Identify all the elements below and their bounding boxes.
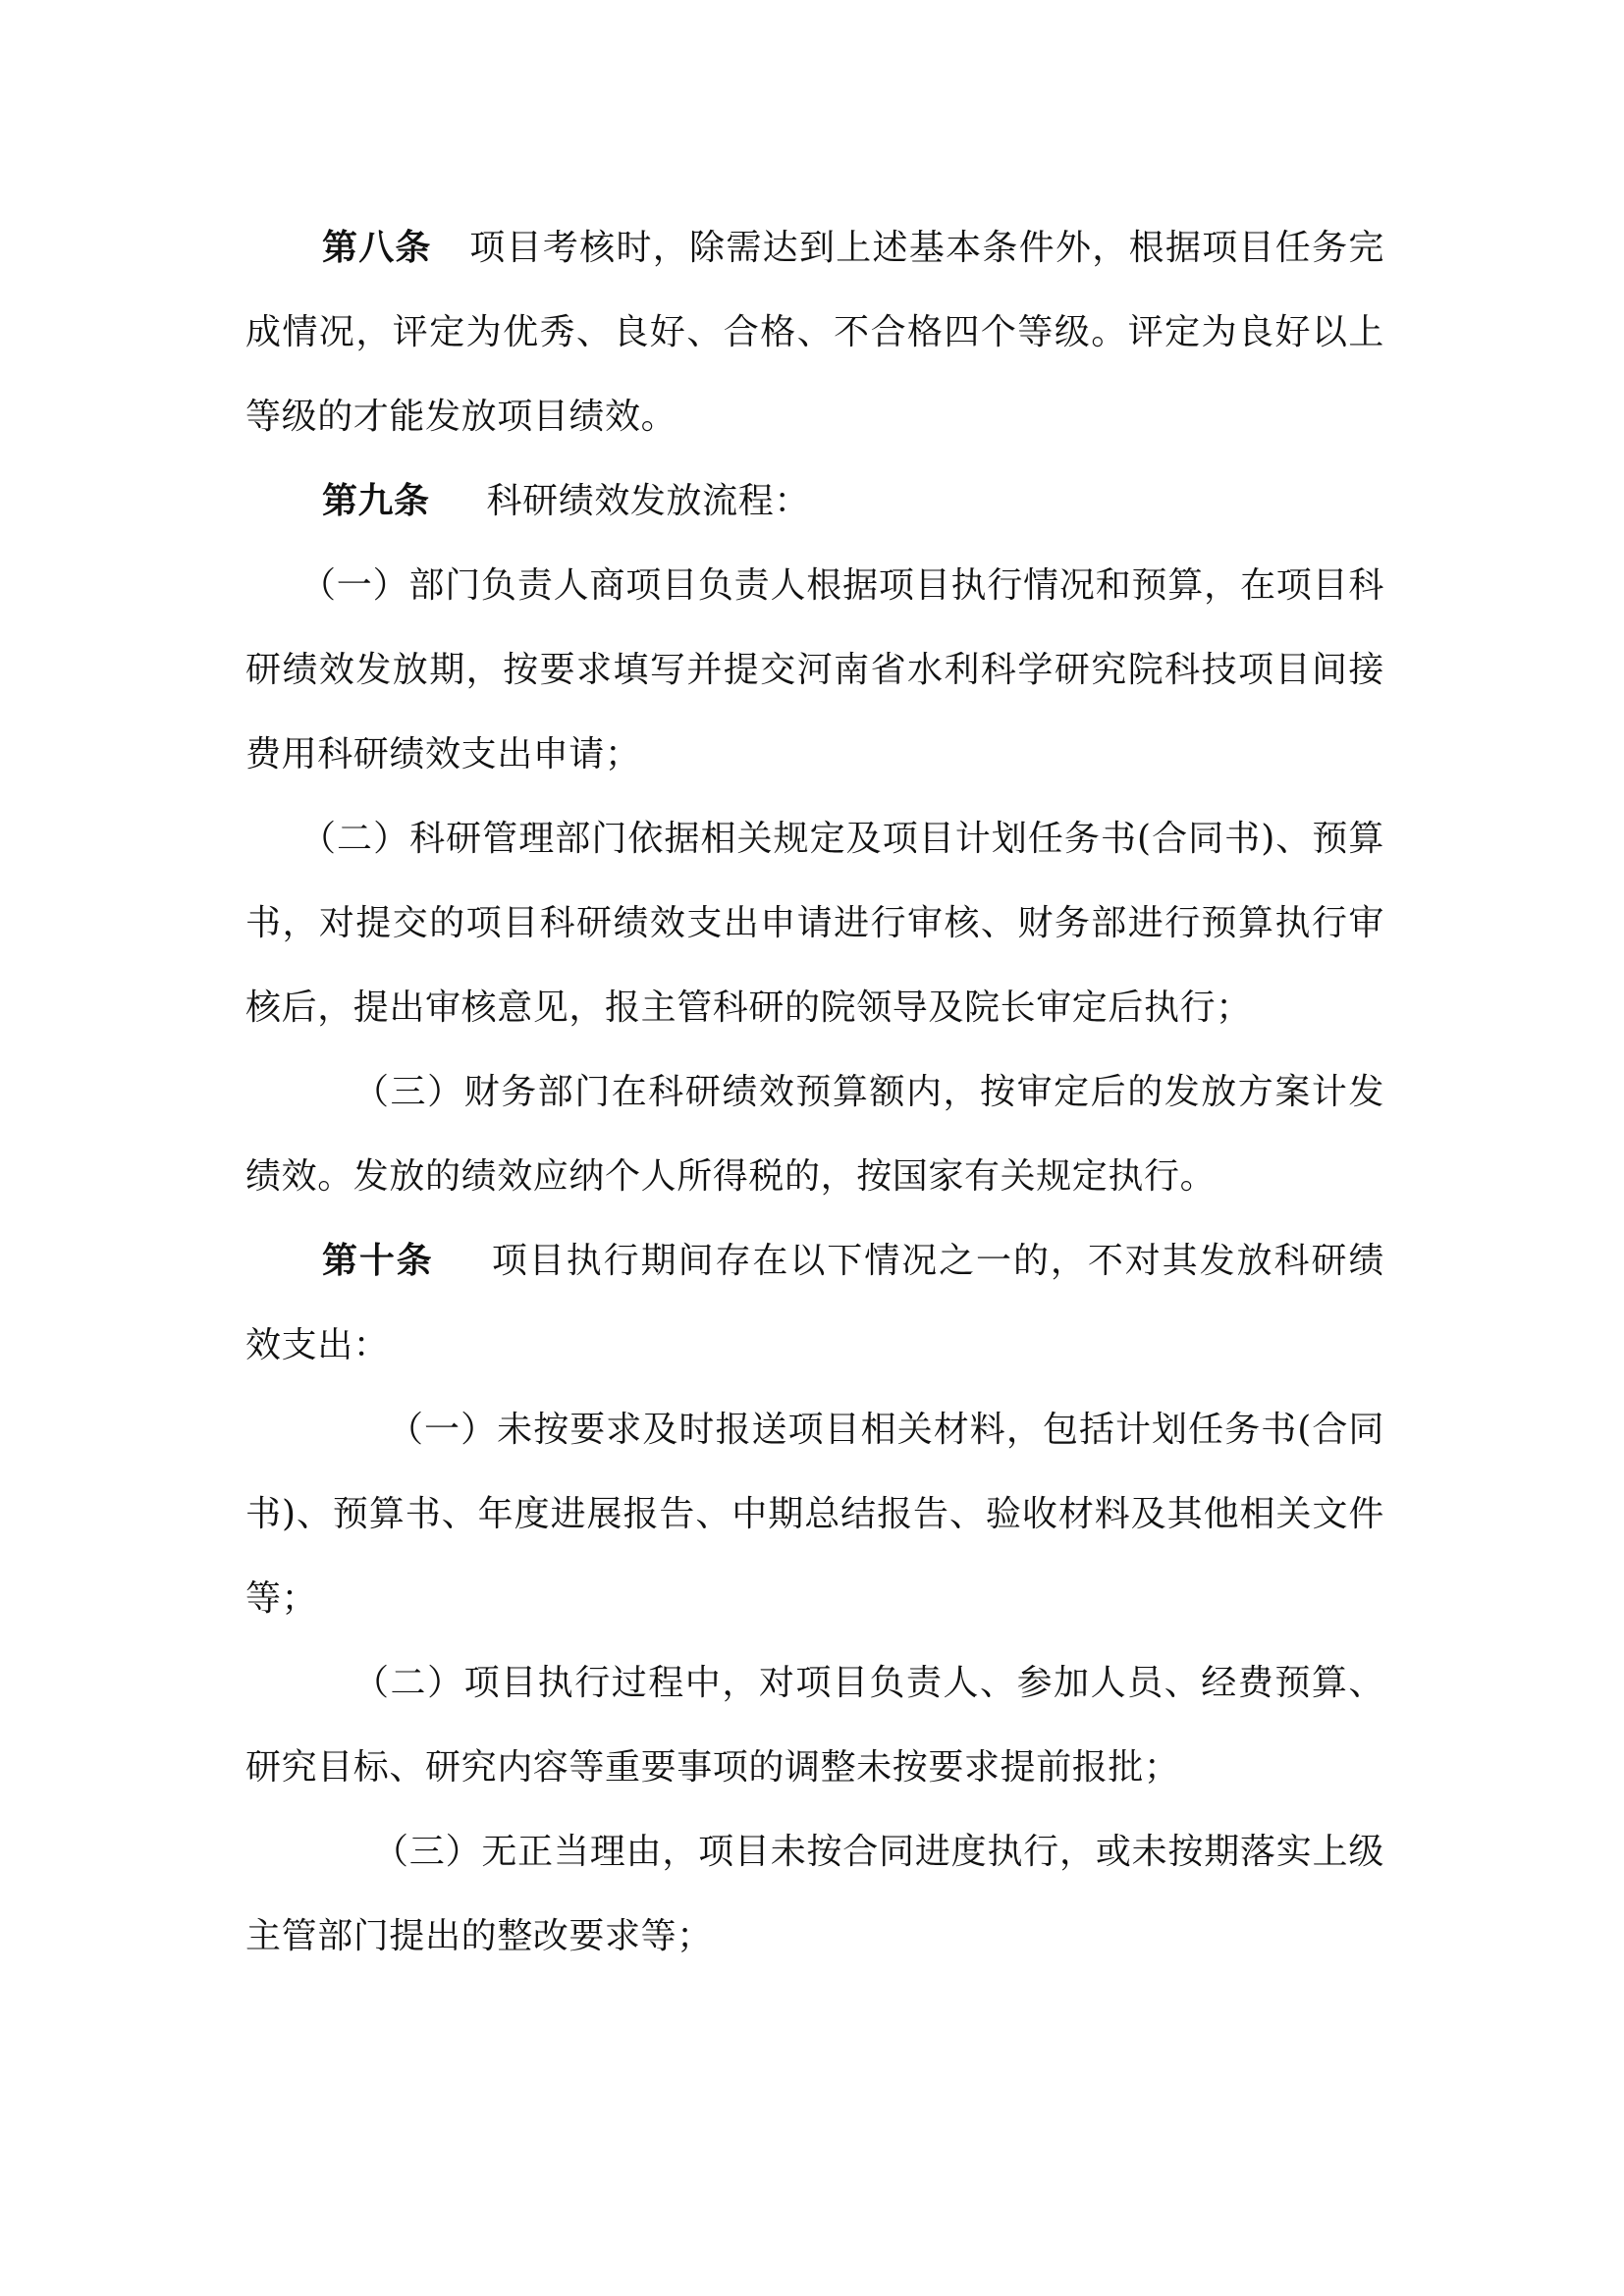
article-10-item-3: （三）无正当理由，项目未按合同进度执行，或未按期落实上级主管部门提出的整改要求等； — [245, 1832, 1384, 1956]
article-10-paragraph — [245, 1219, 1384, 1388]
article-9-item-2: （二）科研管理部门依据相关规定及项目计划任务书(合同书)、预算书，对提交的项目科研绩效支出申请进行审核、财务部进行预算执行审核后，提出审核意见，报主管科研的院领导及院长审定后执行； — [245, 819, 1384, 1028]
article-10-item-1: （一）未按要求及时报送项目相关材料，包括计划任务书(合同书)、预算书、年度进展报告、中期总结报告、验收材料及其他相关文件等； — [245, 1410, 1384, 1619]
article-10-item-2: （二）项目执行过程中，对项目负责人、参加人员、经费预算、研究目标、研究内容等重要事项的调整未按要求提前报批； — [245, 1663, 1384, 1788]
article-8-paragraph — [245, 206, 1384, 459]
article-9-title: 第九条 — [322, 481, 430, 521]
article-9-item-3: （三）财务部门在科研绩效预算额内，按审定后的发放方案计发绩效。发放的绩效应纳个人所得税的，按国家有关规定执行。 — [245, 1072, 1384, 1197]
article-9-text: 科研绩效发放流程： — [486, 481, 810, 521]
article-8-title: 第八条 — [322, 228, 432, 268]
article-9-item-1: （一）部门负责人商项目负责人根据项目执行情况和预算，在项目科研绩效发放期，按要求填写并提交河南省水利科学研究院科技项目间接费用科研绩效支出申请； — [245, 565, 1384, 774]
document-body — [245, 206, 1384, 1979]
article-10-text: 项目执行期间存在以下情况之一的，不对其发放科研绩效支出： — [245, 1241, 1384, 1365]
article-10-title: 第十条 — [322, 1241, 434, 1281]
article-9-paragraph — [245, 459, 1384, 544]
article-8-text: 项目考核时，除需达到上述基本条件外，根据项目任务完成情况，评定为优秀、良好、合格、不合格四个等级。评定为良好以上等级的才能发放项目绩效。 — [245, 228, 1384, 437]
